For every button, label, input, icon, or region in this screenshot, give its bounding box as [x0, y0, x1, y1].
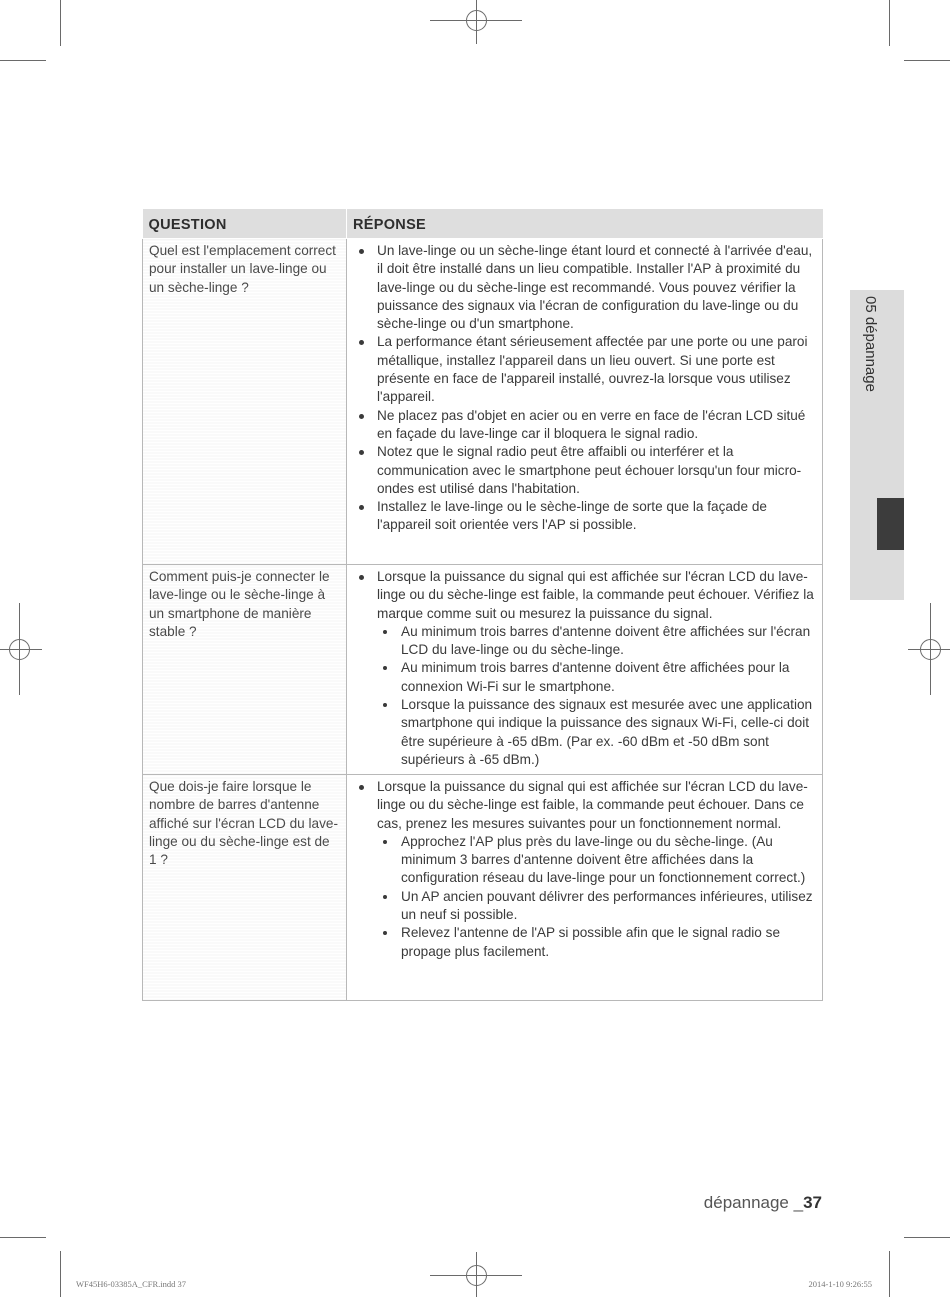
troubleshooting-table — [142, 209, 823, 1001]
answer-cell — [347, 775, 823, 1001]
answer-header: RÉPONSE — [347, 209, 823, 239]
sub-list-item: Un AP ancien pouvant délivrer des performances inférieures, utilisez un neuf si possible. — [377, 888, 816, 925]
sub-list-item: Au minimum trois barres d'antenne doivent être affichées sur l'écran LCD du lave-linge ou du sèche-linge. — [377, 623, 816, 660]
answer-list — [353, 568, 816, 769]
table-row — [143, 565, 823, 775]
table-row — [143, 239, 823, 565]
question-cell: Comment puis-je connecter le lave-linge ou le sèche-linge à un smartphone de manière stable ? — [143, 565, 347, 775]
print-slug-file: WF45H6-03385A_CFR.indd 37 — [76, 1279, 187, 1289]
list-item — [353, 778, 816, 961]
list-item: Installez le lave-linge ou le sèche-linge de sorte que la façade de l'appareil soit orientée vers l'AP si possible. — [353, 498, 816, 535]
list-item: La performance étant sérieusement affectée par une porte ou une paroi métallique, installez l'appareil dans un lieu ouvert. Si une porte est présente en face de l'appareil installé, ouvrez-la lorsque vous utilisez l'appareil. — [353, 333, 816, 406]
answer-intro: Lorsque la puissance du signal qui est affichée sur l'écran LCD du lave-linge ou du sèche-linge est faible, la commande peut échouer. Dans ce cas, prenez les mesures suivantes pour un fonctionnement normal. — [377, 779, 808, 831]
chapter-tab-marker — [877, 498, 904, 550]
sub-list-item: Lorsque la puissance des signaux est mesurée avec une application smartphone qui indique la puissance des signaux Wi-Fi, celle-ci doit être supérieure à -65 dBm. (Par ex. -60 dBm et -50 dBm sont supérieurs à -65 dBm.) — [377, 696, 816, 769]
crop-mark — [904, 1237, 950, 1238]
chapter-tab-label: 05 dépannage — [862, 296, 879, 392]
page-number: 37 — [803, 1193, 822, 1212]
print-slug-date: 2014-1-10 9:26:55 — [808, 1279, 872, 1289]
sub-list-item: Relevez l'antenne de l'AP si possible afin que le signal radio se propage plus facilement. — [377, 924, 816, 961]
registration-mark — [920, 639, 941, 660]
list-item: Notez que le signal radio peut être affaibli ou interférer et la communication avec le smartphone peut échouer lorsqu'un four micro-ondes est utilisé dans l'habitation. — [353, 443, 816, 498]
page-footer — [704, 1193, 822, 1213]
crop-mark — [889, 1251, 890, 1297]
chapter-tab — [850, 290, 904, 600]
registration-mark — [466, 1265, 487, 1286]
list-item: Un lave-linge ou un sèche-linge étant lourd et connecté à l'arrivée d'eau, il doit être installé dans un lieu compatible. Installer l'AP à proximité du lave-linge ou du sèche-linge est recommandé. Vous pouvez vérifier la puissance des signaux via l'écran de configuration du lave-linge ou du sèche-linge ou d'un smartphone. — [353, 242, 816, 333]
sub-list — [377, 833, 816, 961]
crop-mark — [904, 60, 950, 61]
question-cell: Que dois-je faire lorsque le nombre de barres d'antenne affiché sur l'écran LCD du lave-linge ou du sèche-linge est de 1 ? — [143, 775, 347, 1001]
table-row — [143, 775, 823, 1001]
registration-mark — [466, 10, 487, 31]
answer-intro: Lorsque la puissance du signal qui est affichée sur l'écran LCD du lave-linge ou du sèche-linge est faible, la commande peut échouer. Vérifiez la marque comme suit ou mesurez la puissance du signal. — [377, 569, 814, 621]
crop-mark — [0, 1237, 46, 1238]
list-item: Ne placez pas d'objet en acier ou en verre en face de l'écran LCD situé en façade du lave-linge car il bloquera le signal radio. — [353, 407, 816, 444]
sub-list-item: Au minimum trois barres d'antenne doivent être affichées pour la connexion Wi-Fi sur le smartphone. — [377, 659, 816, 696]
answer-list — [353, 242, 816, 535]
answer-list — [353, 778, 816, 961]
crop-mark — [60, 1251, 61, 1297]
footer-section: dépannage _ — [703, 1193, 804, 1212]
crop-mark — [60, 0, 61, 46]
list-item — [353, 568, 816, 769]
answer-cell — [347, 565, 823, 775]
question-cell: Quel est l'emplacement correct pour installer un lave-linge ou un sèche-linge ? — [143, 239, 347, 565]
sub-list-item: Approchez l'AP plus près du lave-linge ou du sèche-linge. (Au minimum 3 barres d'antenne doivent être affichées dans la configuration réseau du lave-linge pour un fonctionnement correct.) — [377, 833, 816, 888]
question-header: QUESTION — [143, 209, 347, 239]
sub-list — [377, 623, 816, 769]
answer-cell — [347, 239, 823, 565]
table-header-row — [143, 209, 823, 239]
registration-mark — [9, 639, 30, 660]
crop-mark — [889, 0, 890, 46]
crop-mark — [0, 60, 46, 61]
